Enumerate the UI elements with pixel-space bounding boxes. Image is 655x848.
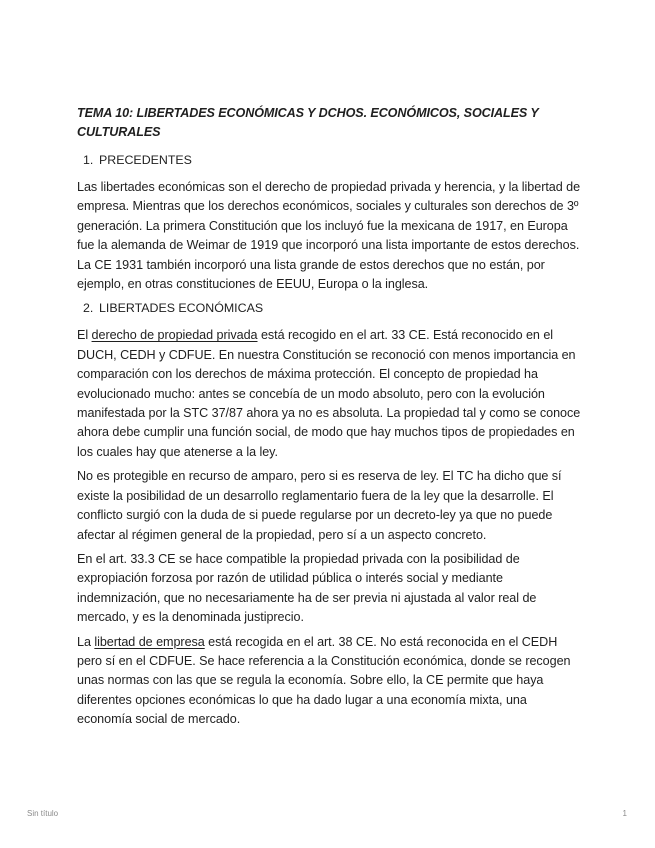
paragraph-propiedad	[77, 326, 582, 462]
paragraph-text: está recogido en el art. 33 CE. Está reconocido en el DUCH, CEDH y CDFUE. En nuestra Constitución se reconoció con menos importancia en comparación con los derechos de máxima protección. El concepto de propiedad ha evolucionado mucho: antes se concebía de un modo absoluto, pero con la evolución manifestada por la STC 37/87 ahora ya no es absoluta. La propiedad tal y como se conoce ahora debe cumplir una función social, de modo que hay muchos tipos de propiedades en los cuales hay que atenerse a la ley.	[77, 328, 581, 459]
section-heading-libertades	[77, 299, 582, 318]
section-number: 2.	[83, 301, 94, 316]
footer-page-number: 1	[622, 809, 627, 818]
section-number: 1.	[83, 153, 94, 167]
section-title: PRECEDENTES	[99, 153, 192, 167]
underlined-term-propiedad: derecho de propiedad privada	[91, 328, 258, 343]
section-title: LIBERTADES ECONÓMICAS	[99, 301, 264, 316]
paragraph-text: La	[77, 634, 95, 649]
paragraph-expropiacion: En el art. 33.3 CE se hace compatible la propiedad privada con la posibilidad de expropiación forzosa por razón de utilidad pública o interés social y mediante indemnización, que no necesariamente ha de ser previa ni ajustada al valor real de mercado, y es la denominada justiprecio.	[77, 551, 537, 625]
footer-document-name: Sin título	[27, 809, 59, 818]
document-title: TEMA 10: LIBERTADES ECONÓMICAS Y DCHOS. ECONÓMICOS, SOCIALES Y CULTURALES	[77, 106, 539, 139]
paragraph-text: El	[77, 328, 92, 343]
paragraph-amparo: No es protegible en recurso de amparo, pero si es reserva de ley. El TC ha dicho que sí existe la posibilidad de un desarrollo reglamentario fuera de la ley que la desarrolle. El conflicto surgió con la duda de si puede regularse por un decreto-ley ya que no puede afectar al régimen general de la propiedad, pero sí a un aspecto concreto.	[77, 469, 562, 542]
underlined-term-empresa: libertad de empresa	[94, 634, 205, 649]
document-body	[77, 104, 582, 735]
paragraph-intro: Las libertades económicas son el derecho de propiedad privada y herencia, y la libertad de empresa. Mientras que los derechos económicos, sociales y culturales son derechos de 3º generación. La primera Constitución que los incluyó fue la mexicana de 1917, en Europa fue la alemanda de Weimar de 1919 que incorporó una lista importante de estos derechos. La CE 1931 también incorporó una lista grande de estos derechos que no están, por ejemplo, en otras constituciones de EEUU, Europa o la inglesa.	[77, 180, 581, 292]
paragraph-empresa	[77, 633, 582, 730]
paragraph-text: está recogida en el art. 38 CE. No está reconocida en el CEDH pero sí en el CDFUE. Se hace referencia a la Constitución económica, donde se recogen unas normas con las que se regula la economía. Sobre ello, la CE permite que haya diferentes opciones económicas lo que ha dado lugar a una economía mixta, una economía social de mercado.	[77, 634, 571, 727]
section-heading-precedentes	[77, 151, 582, 170]
